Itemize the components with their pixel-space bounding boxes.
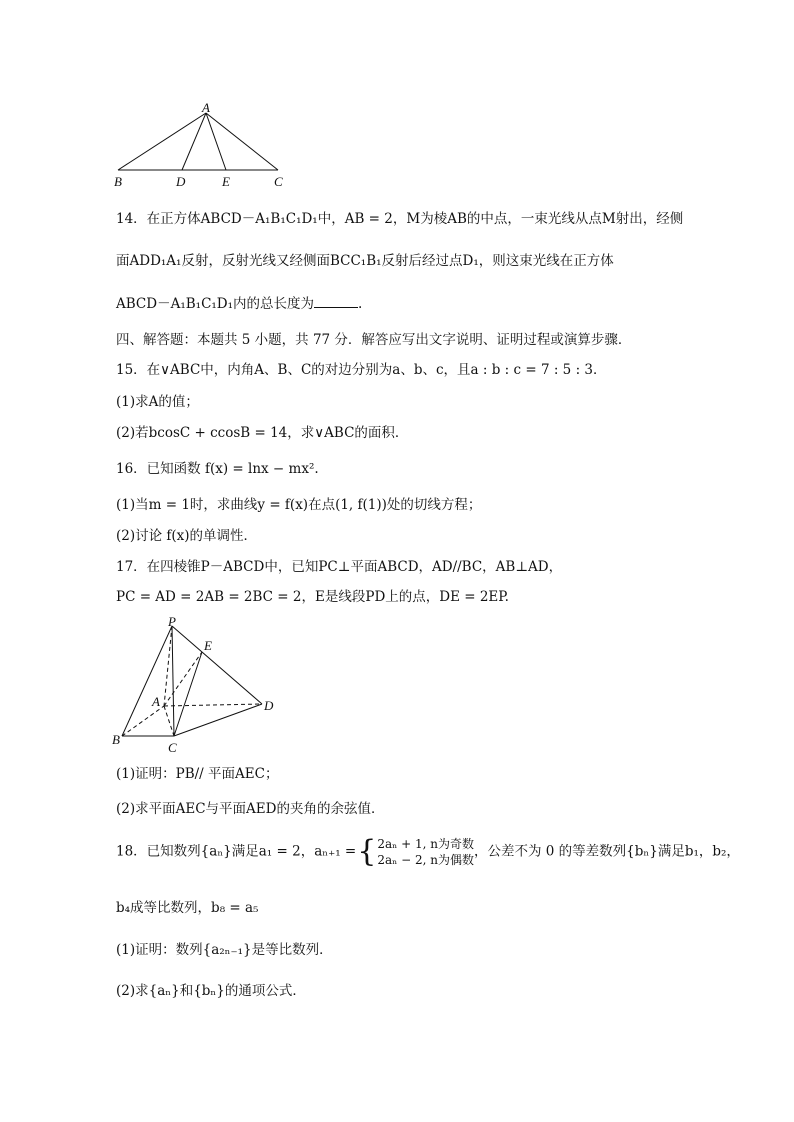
edge-pb — [122, 626, 172, 736]
label-a: A — [202, 102, 210, 115]
segment-ec — [174, 652, 202, 736]
q18-line1-end: ，公差不为 0 的等差数列{bₙ}满足b₁，b₂， — [473, 843, 740, 860]
q18-line1 — [116, 836, 740, 868]
q14-line1: 14．在正方体ABCD－A₁B₁C₁D₁中，AB = 2，M为棱AB的中点，一束光线从点M射出，经侧 — [116, 211, 684, 227]
section-4-heading: 四、解答题：本题共 5 小题，共 77 分．解答应写出文字说明、证明过程或演算步骤． — [116, 332, 632, 348]
q18-line1-start: 18．已知数列{aₙ}满足a₁ = 2，aₙ₊₁ = — [116, 843, 357, 860]
triangle-figure — [108, 102, 308, 192]
q17-part1: (1)证明：PB// 平面AEC； — [116, 766, 279, 782]
q18-part2: (2)求{aₙ}和{bₙ}的通项公式． — [116, 983, 306, 999]
q17-part2: (2)求平面AEC与平面AED的夹角的余弦值． — [116, 801, 385, 817]
q16-line1: 16．已知函数 f(x) = lnx − mx². — [116, 461, 319, 477]
label-a: A — [152, 694, 160, 709]
q15-part2: (2)若bcosC + ccosB = 14，求∨ABC的面积． — [116, 425, 409, 441]
edge-pd — [172, 626, 262, 704]
q14-line3-end: . — [358, 296, 363, 312]
q17-line1: 17．在四棱锥P－ABCD中，已知PC⊥平面ABCD，AD//BC，AB⊥AD， — [116, 559, 563, 575]
case-even: 2aₙ − 2, n为偶数 — [377, 853, 474, 867]
segment-ac-hidden — [164, 706, 174, 736]
label-c: C — [274, 174, 283, 189]
label-b: B — [114, 174, 122, 189]
label-c: C — [168, 740, 177, 754]
q18-line2: b₄成等比数列，b₈ = a₅ — [116, 900, 259, 916]
q15-part1: (1)求A的值； — [116, 394, 199, 410]
q14-line3-text: ABCD－A₁B₁C₁D₁内的总长度为 — [116, 296, 315, 312]
segment-ab — [118, 113, 206, 170]
segment-ae-hidden — [164, 652, 202, 706]
q16-part1: (1)当m = 1时，求曲线y = f(x)在点(1, f(1))处的切线方程； — [116, 497, 482, 513]
q15-line1: 15．在∨ABC中，内角A、B、C的对边分别为a、b、c，且a : b : c = 7 : 5 : 3． — [116, 362, 607, 378]
edge-pa-hidden — [164, 626, 172, 706]
edge-cd — [174, 704, 262, 736]
edge-ad-hidden — [164, 704, 262, 706]
label-e: E — [204, 638, 212, 653]
q17-line2: PC = AD = 2AB = 2BC = 2，E是线段PD上的点，DE = 2EP. — [116, 589, 509, 605]
left-brace: { — [357, 834, 377, 869]
q14-line2: 面ADD₁A₁反射，反射光线又经侧面BCC₁B₁反射后经过点D₁，则这束光线在正方体 — [116, 253, 614, 269]
q18-part1: (1)证明：数列{a₂ₙ₋₁}是等比数列． — [116, 942, 333, 958]
pyramid-figure — [108, 614, 288, 754]
case-odd: 2aₙ + 1, n为奇数 — [377, 837, 474, 851]
answer-blank — [314, 295, 358, 308]
piecewise-cases — [377, 836, 474, 868]
q14-line3 — [116, 294, 362, 314]
segment-ad — [182, 113, 206, 170]
q16-part2: (2)讨论 f(x)的单调性． — [116, 528, 258, 544]
label-b: B — [112, 732, 120, 747]
label-p: P — [168, 614, 176, 629]
label-e: E — [222, 174, 230, 189]
edge-pc — [172, 626, 174, 736]
label-d: D — [264, 698, 274, 713]
segment-ac — [206, 113, 278, 170]
label-d: D — [176, 174, 186, 189]
